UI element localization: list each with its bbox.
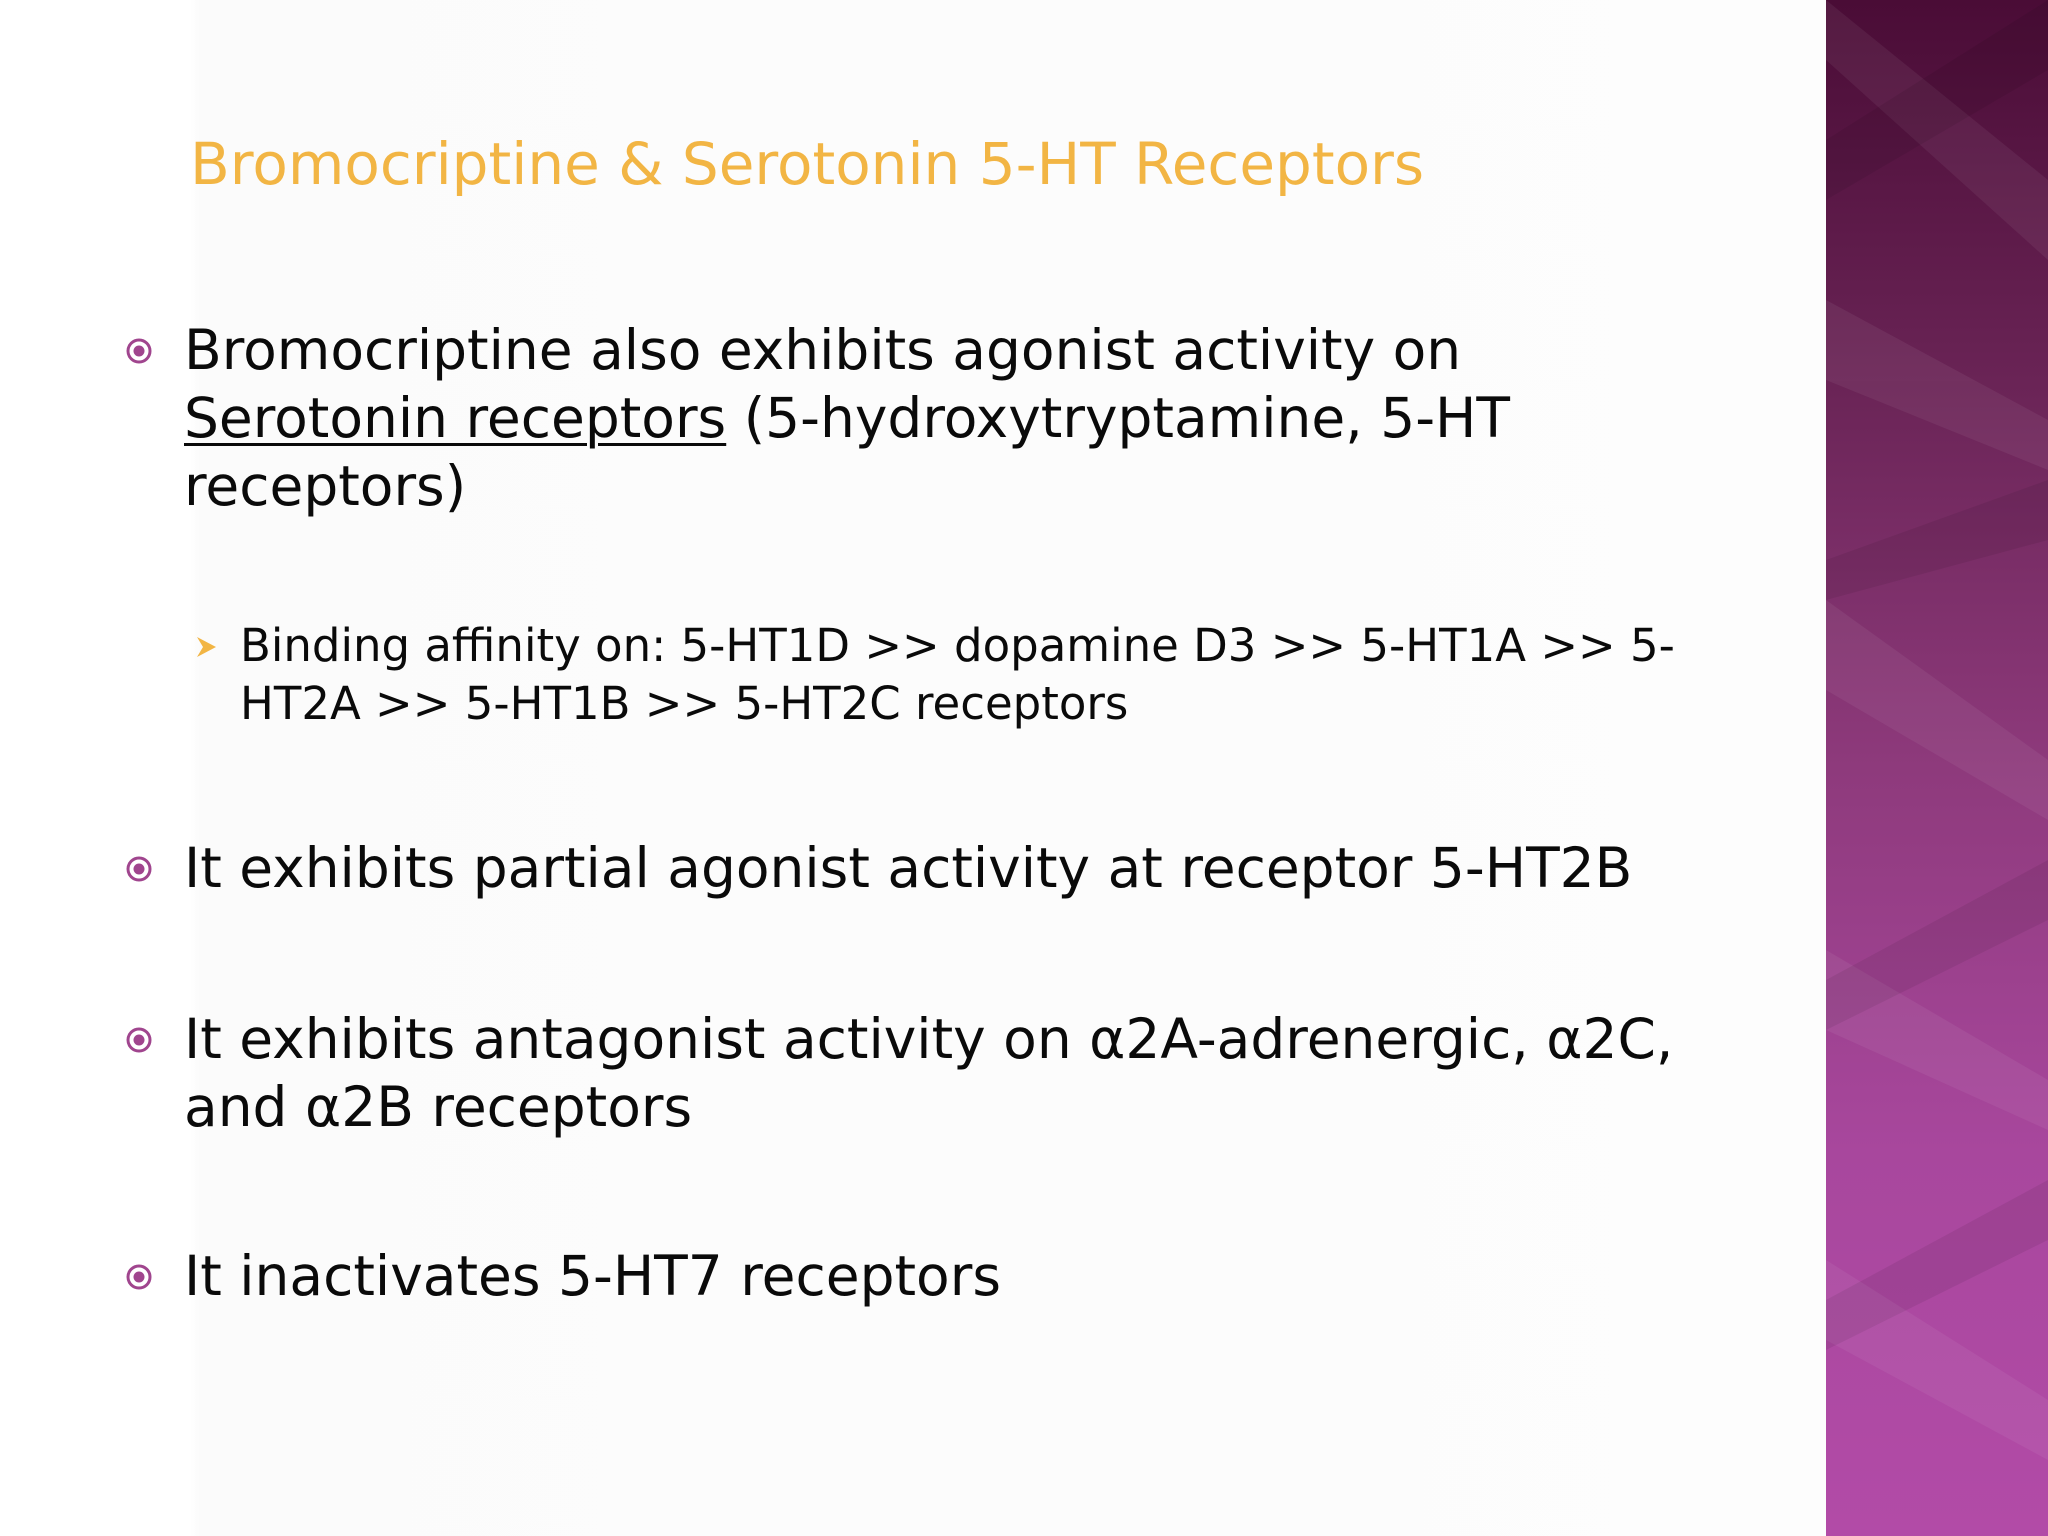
bullet-3-text: It exhibits antagonist activity on α2A-adrenergic, α2C, and α2B receptors [184, 1007, 1674, 1139]
arrowhead-icon [194, 635, 218, 659]
bullet-4-text: It inactivates 5-HT7 receptors [184, 1244, 1001, 1308]
bullet-3 [184, 1005, 1704, 1141]
circled-dot-icon [126, 338, 152, 364]
bullet-2-text: It exhibits partial agonist activity at receptor 5-HT2B [184, 836, 1633, 900]
circled-dot-icon [126, 1264, 152, 1290]
decorative-side-band [1826, 0, 2048, 1536]
bullet-1 [184, 316, 1704, 520]
sub-bullet-binding-affinity [240, 617, 1680, 733]
circled-dot-icon [126, 856, 152, 882]
bullet-2 [184, 834, 1704, 902]
bullet-1-lead: Bromocriptine also exhibits agonist activity on [184, 318, 1462, 382]
bullet-4 [184, 1242, 1704, 1310]
bullet-1-tail: (5-hydroxytryptamine, 5-HT receptors) [184, 386, 1510, 518]
slide-title: Bromocriptine & Serotonin 5-HT Receptors [190, 130, 1425, 198]
side-band-texture [1826, 0, 2048, 1536]
serotonin-receptors-link[interactable]: Serotonin receptors [184, 386, 727, 450]
circled-dot-icon [126, 1027, 152, 1053]
sub-bullet-text: Binding affinity on: 5-HT1D >> dopamine D3 >> 5-HT1A >> 5-HT2A >> 5-HT1B >> 5-HT2C receptors [240, 619, 1675, 730]
